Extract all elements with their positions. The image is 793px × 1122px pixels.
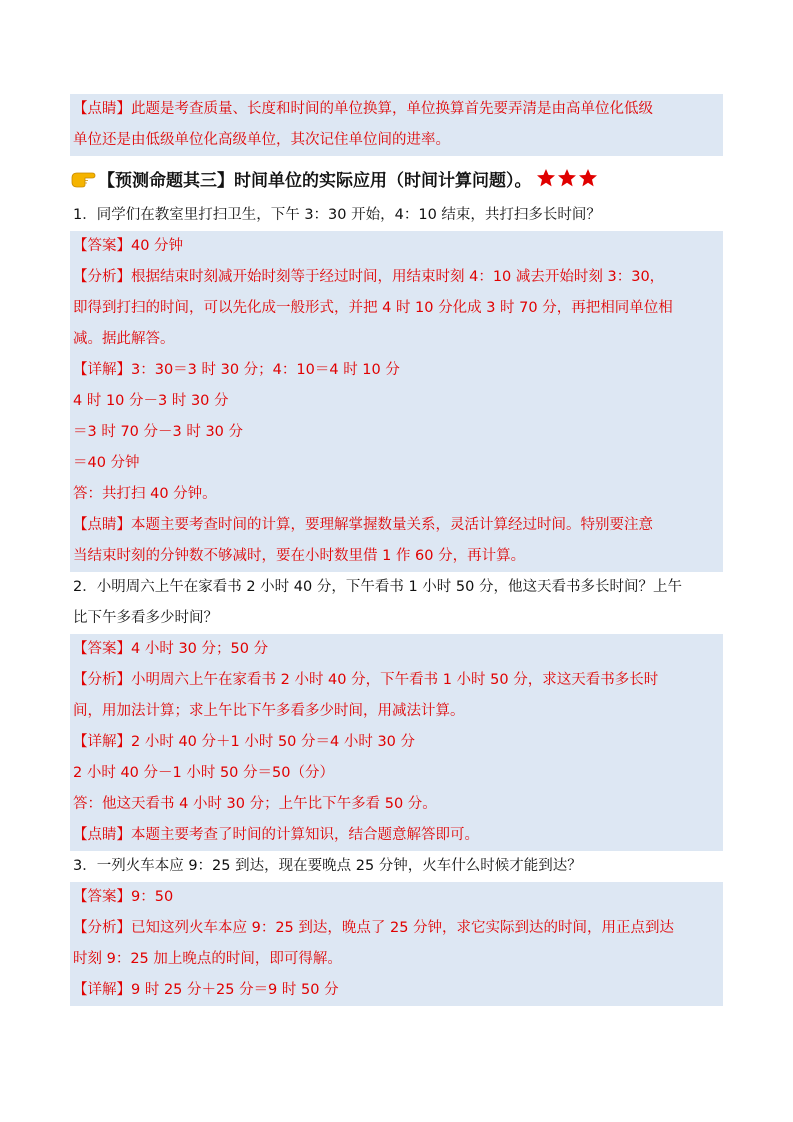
answer-line: ＝3 时 70 分－3 时 30 分 — [73, 424, 244, 440]
section-heading — [70, 156, 723, 200]
difficulty-stars — [536, 168, 599, 188]
answer-line: 【点睛】本题主要考查时间的计算，要理解掌握数量关系，灵活计算经过时间。特别要注意 — [73, 517, 653, 533]
answer-line: 【详解】3：30＝3 时 30 分；4：10＝4 时 10 分 — [73, 362, 400, 378]
answer-line: 【分析】小明周六上午在家看书 2 小时 40 分，下午看书 1 小时 50 分，求这天看书多长时 — [73, 672, 659, 688]
answer-line: 【答案】4 小时 30 分；50 分 — [73, 641, 269, 657]
answer-box-3 — [70, 882, 723, 1006]
section-title: 【预测命题其三】时间单位的实际应用（时间计算问题）。 — [98, 170, 532, 191]
answer-line: 【分析】已知这列火车本应 9：25 到达，晚点了 25 分钟，求它实际到达的时间，用正点到达 — [73, 920, 675, 936]
answer-box-1 — [70, 231, 723, 572]
answer-line: 时刻 9：25 加上晚点的时间，即可得解。 — [73, 951, 342, 967]
answer-line: 【答案】40 分钟 — [73, 238, 184, 254]
answer-line: 答：共打扫 40 分钟。 — [73, 486, 217, 502]
note-line: 单位还是由低级单位化高级单位，其次记住单位间的进率。 — [73, 132, 450, 148]
pointing-hand-icon — [70, 168, 96, 188]
answer-line: 【答案】9：50 — [73, 889, 174, 905]
answer-line: 2 小时 40 分－1 小时 50 分＝50（分） — [73, 765, 334, 781]
star-icon — [557, 168, 577, 188]
answer-line: 当结束时刻的分钟数不够减时，要在小时数里借 1 作 60 分，再计算。 — [73, 548, 526, 564]
answer-line: 减。据此解答。 — [73, 331, 175, 347]
answer-line: 间，用加法计算；求上午比下午多看多少时间，用减法计算。 — [73, 703, 465, 719]
answer-line: 【详解】9 时 25 分＋25 分＝9 时 50 分 — [73, 982, 339, 998]
answer-line: 即得到打扫的时间，可以先化成一般形式，并把 4 时 10 分化成 3 时 70 分，再把相同单位相 — [73, 300, 673, 316]
answer-line: 【点睛】本题主要考查了时间的计算知识，结合题意解答即可。 — [73, 827, 479, 843]
document-body — [70, 94, 723, 1006]
question-text: 2．小明周六上午在家看书 2 小时 40 分，下午看书 1 小时 50 分，他这天看书多长时间？上午 — [73, 579, 682, 595]
star-icon — [578, 168, 598, 188]
answer-line: 4 时 10 分－3 时 30 分 — [73, 393, 229, 409]
question-2 — [70, 572, 723, 634]
answer-line: ＝40 分钟 — [73, 455, 140, 471]
answer-line: 【详解】2 小时 40 分＋1 小时 50 分＝4 小时 30 分 — [73, 734, 416, 750]
answer-line: 【分析】根据结束时刻减开始时刻等于经过时间，用结束时刻 4：10 减去开始时刻 3：30， — [73, 269, 665, 285]
question-text: 1．同学们在教室里打扫卫生，下午 3：30 开始，4：10 结束，共打扫多长时间？ — [73, 207, 601, 223]
intro-note-box — [70, 94, 723, 156]
question-3 — [70, 851, 723, 882]
question-text: 比下午多看多少时间？ — [73, 610, 218, 626]
answer-box-2 — [70, 634, 723, 851]
question-text: 3．一列火车本应 9：25 到达，现在要晚点 25 分钟，火车什么时候才能到达？ — [73, 858, 582, 874]
note-line: 【点睛】此题是考查质量、长度和时间的单位换算，单位换算首先要弄清是由高单位化低级 — [73, 101, 653, 117]
star-icon — [536, 168, 556, 188]
question-1 — [70, 200, 723, 231]
answer-line: 答：他这天看书 4 小时 30 分；上午比下午多看 50 分。 — [73, 796, 437, 812]
